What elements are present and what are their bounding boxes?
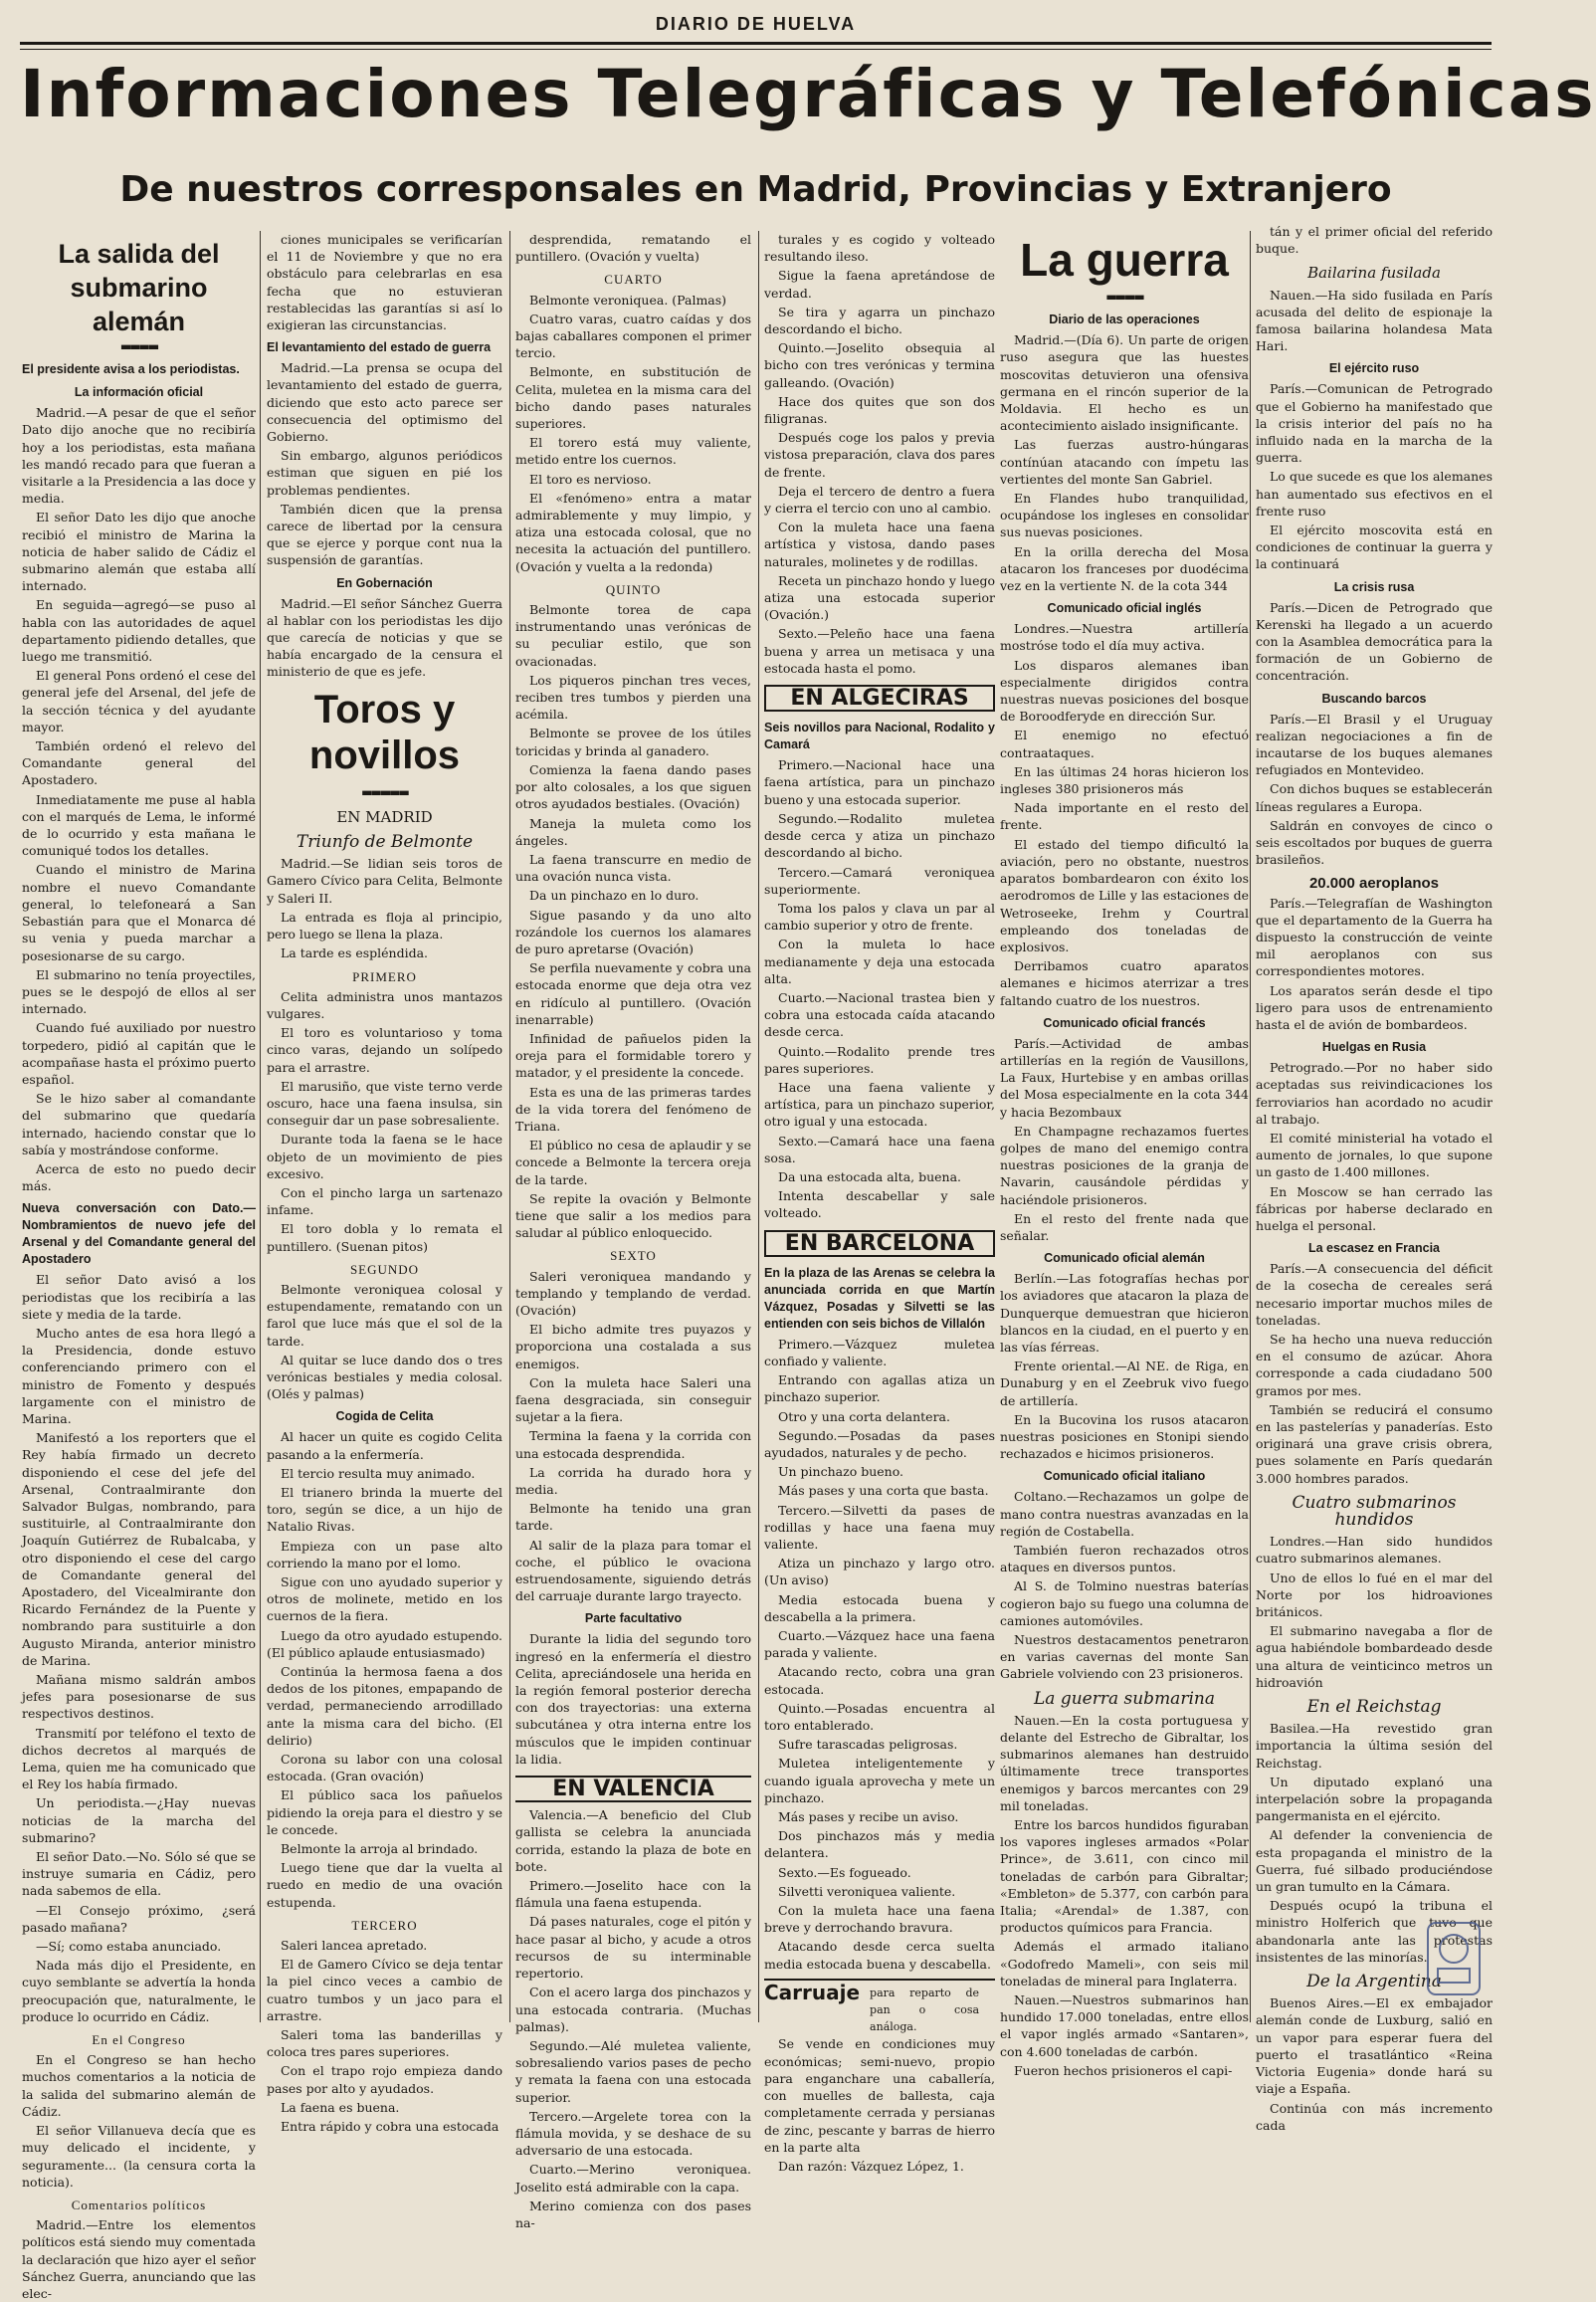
paragraph: Otro y una corta delantera. bbox=[778, 1408, 950, 1424]
paragraph: Quinto.—Joselito obsequia al bicho con tres verónicas y termina galleando. (Ovación) bbox=[764, 340, 995, 390]
paragraph: Infinidad de pañuelos piden la oreja para el formidable torero y matador, y el presidente la concede. bbox=[515, 1030, 751, 1081]
paragraph: Corona su labor con una colosal estocada. (Gran ovación) bbox=[267, 1752, 502, 1784]
paragraph: En Moscow se han cerrado las fábricas por haberse declarado en huelga el personal. bbox=[1256, 1183, 1493, 1233]
classified-ad bbox=[764, 1979, 995, 2175]
column-divider bbox=[758, 231, 759, 2022]
paragraph: Manifestó a los reporters que el Rey había firmado un decreto disponiendo el cese del jefe del Arsenal, Contraalmirante don Salvador Bulgas, nombrando, para sustituirle, al Contraalmirante don Joaquín Gutiérrez de Rubalcaba, y otro disponiendo el cese del cargo de Comandante general del Apostadero, del Vicealmirante don Ricardo Fernández de la Puente y nombrando para sustituirle a don Augusto Miranda, anterior ministro de Marina. bbox=[22, 1430, 256, 1668]
top-rule bbox=[20, 42, 1492, 45]
paragraph: Se ha hecho una nueva reducción en el consumo de azúcar. Ahora corresponde a cada ciudadano 500 gramos por mes. bbox=[1256, 1331, 1493, 1398]
paragraph: —El Consejo próximo, ¿será pasado mañana? bbox=[22, 1902, 256, 1935]
ornament: ▬▬▬▬ bbox=[119, 339, 158, 353]
article-heading: La salida del submarino alemán bbox=[58, 239, 220, 336]
paragraph: Dan razón: Vázquez López, 1. bbox=[778, 2158, 964, 2174]
paragraph: En el resto del frente nada que señalar. bbox=[1000, 1210, 1249, 1243]
paragraph: Hace dos quites que son dos filigranas. bbox=[764, 393, 995, 427]
paragraph: Después ocupó la tribuna el ministro Holferich que tuvo que abandonarla ante las protestas insistentes de las minorías. bbox=[1256, 1898, 1493, 1965]
paragraph: El de Gamero Cívico se deja tentar la piel cinco veces a cambio de cuatro tumbos y un jaco para el arrastre. bbox=[267, 1957, 502, 2023]
paragraph: Cuando el ministro de Marina nombre el nuevo Comandante general, lo telefoneará a San Sebastián para que el Monarca dé su venia y pueda marchar a posesionarse de su cargo. bbox=[22, 862, 256, 963]
paragraph: Esta es una de las primeras tardes de la vida torera del fenómeno de Triana. bbox=[515, 1084, 751, 1134]
paragraph: París.—El Brasil y el Uruguay realizan negociaciones a fin de incautarse de los buques alemanes refugiados en Montevideo. bbox=[1256, 711, 1493, 778]
paragraph: Luego da otro ayudado estupendo. (El público aplaude entusiasmado) bbox=[267, 1627, 502, 1660]
column-5 bbox=[1000, 231, 1249, 2078]
paragraph: Con la muleta hace una faena breve y derrochando bravura. bbox=[764, 1903, 995, 1936]
paragraph: Cuarto.—Nacional trastea bien y cobra una estocada caída atacando desde cerca. bbox=[764, 989, 995, 1040]
paragraph: Tercero.—Silvetti da pases de rodillas y hace una faena muy valiente. bbox=[764, 1502, 995, 1552]
running-head: DIARIO DE HUELVA bbox=[655, 14, 857, 34]
subheading: Seis novillos para Nacional, Rodalito y Camará bbox=[764, 721, 995, 752]
paragraph: Belmonte veroniquea colosal y estupendamente, rematando con un farol que luce más que el sol de la tarde. bbox=[267, 1281, 502, 1349]
paragraph: En la orilla derecha del Mosa atacaron los franceses por duodécima vez en la vertiente N. de la cota 344 bbox=[1000, 543, 1249, 594]
paragraph: Con el trapo rojo empieza dando pases por alto y ayudados. bbox=[267, 2063, 502, 2096]
paragraph: El toro es nervioso. bbox=[529, 471, 652, 487]
paragraph: Saldrán en convoyes de cinco o seis escoltados por buques de guerra brasileños. bbox=[1256, 817, 1493, 868]
subheading: Cogida de Celita bbox=[335, 1409, 434, 1424]
paragraph: desprendida, rematando el puntillero. (Ovación y vuelta) bbox=[515, 232, 751, 265]
subheading: El ejército ruso bbox=[1328, 361, 1420, 376]
paragraph: Inmediatamente me puse al habla con el marqués de Lema, le informé de lo ocurrido y esta mañana le comuniqué todos los detalles. bbox=[22, 791, 256, 859]
paragraph: Derribamos cuatro aparatos alemanes e hicimos aterrizar a tres faltando cuatro de los nuestros. bbox=[1000, 958, 1249, 1008]
paragraph: El estado del tiempo dificultó la aviación, pero no obstante, nuestros aparatos bombardearon con éxito los aerodromos de Lille y las estaciones de Wetroseeke, Irehm y Courtral empleando dos toneladas de explosivos. bbox=[1000, 836, 1249, 954]
paragraph: Frente oriental.—Al NE. de Riga, en Dunaburg y en el Zeebruk vivo fuego de artillería. bbox=[1000, 1359, 1249, 1408]
subheading: Comunicado oficial francés bbox=[1043, 1015, 1206, 1030]
paragraph: Tercero.—Argelete torea con la flámula movida, y se deshace de su adversario de una estocada. bbox=[515, 2108, 751, 2159]
paragraph: tán y el primer oficial del referido buque. bbox=[1256, 224, 1493, 257]
paragraph: Al quitar se luce dando dos o tres verónicas bestiales y media colosal. (Olés y palmas) bbox=[267, 1352, 502, 1402]
paragraph: Al salir de la plaza para tomar el coche, el público le ovaciona estruendosamente, siguiendo detrás del carruaje durante largo trayecto. bbox=[515, 1537, 751, 1604]
paragraph: El señor Dato.—No. Sólo sé que se instruye sumaria en Cádiz, pero nada sabemos de ella. bbox=[22, 1849, 256, 1899]
paragraph: Uno de ellos lo fué en el mar del Norte por los hidroaviones británicos. bbox=[1256, 1570, 1493, 1620]
paragraph: Belmonte ha tenido una gran tarde. bbox=[515, 1501, 751, 1534]
paragraph: El ejército moscovita está en condiciones de continuar la guerra y la continuará bbox=[1256, 523, 1493, 572]
subheading: CUARTO bbox=[604, 272, 663, 288]
subheading: En la plaza de las Arenas se celebra la anunciada corrida en que Martín Vázquez, Posadas y Silvetti se las entienden con seis bichos de Villalón bbox=[764, 1265, 995, 1331]
subheading: La guerra submarina bbox=[1034, 1688, 1215, 1709]
paragraph: Comienza la faena dando pases por alto colosales, a los que siguen otros ayudados bestiales. (Ovación) bbox=[515, 761, 751, 812]
library-stamp-icon bbox=[1424, 1919, 1484, 1998]
paragraph: Las fuerzas austro-húngaras contínúan atacando con ímpetu las vertientes del monte San Gabriel. bbox=[1000, 437, 1249, 487]
subheading: Buscando barcos bbox=[1321, 691, 1427, 706]
subheading: Cuatro submarinos hundidos bbox=[1292, 1492, 1457, 1530]
subheading: SEXTO bbox=[610, 1248, 657, 1264]
paragraph: La corrida ha durado hora y media. bbox=[515, 1464, 751, 1498]
paragraph: Atacando desde cerca suelta media estocada buena y descabella. bbox=[764, 1939, 995, 1972]
paragraph: París.—A consecuencia del déficit de la cosecha de cereales será necesario importar muchos miles de toneladas. bbox=[1256, 1261, 1493, 1328]
paragraph: Belmonte veroniquea. (Palmas) bbox=[529, 292, 727, 308]
paragraph: Silvetti veroniquea valiente. bbox=[778, 1883, 956, 1899]
paragraph: Dá pases naturales, coge el pitón y hace pasar al bicho, y acude a otros recursos de su interminable repertorio. bbox=[515, 1914, 751, 1982]
paragraph: La faena es buena. bbox=[281, 2099, 400, 2115]
subheading: Comunicado oficial italiano bbox=[1043, 1469, 1206, 1484]
paragraph: París.—Comunican de Petrogrado que el Gobierno ha manifestado que la crisis interior del país no ha influido nada en la marcha de la guerra. bbox=[1256, 381, 1493, 466]
paragraph: El toro dobla y lo remata el puntillero. (Suenan pitos) bbox=[267, 1221, 502, 1254]
masthead-subtitle: De nuestros corresponsales en Madrid, Provincias y Extranjero bbox=[119, 169, 1392, 210]
paragraph: Belmonte la arroja al brindado. bbox=[281, 1841, 479, 1857]
paragraph: Primero.—Nacional hace una faena artística, para un pinchazo bueno y una estocada superior. bbox=[764, 757, 995, 807]
column-divider bbox=[260, 231, 261, 2022]
paragraph: Coltano.—Rechazamos un golpe de mano contra nuestras avanzadas en la región de Costabella. bbox=[1000, 1489, 1249, 1539]
paragraph: Atacando recto, cobra una gran estocada. bbox=[764, 1664, 995, 1697]
paragraph: Deja el tercero de dentro a fuera y cierra el tercio con uno al cambio. bbox=[764, 483, 995, 517]
paragraph: Receta un pinchazo hondo y luego atiza una estocada superior (Ovación.) bbox=[764, 572, 995, 623]
paragraph: En Flandes hubo tranquilidad, ocupándose los ingleses en consolidar sus nuevas posiciones. bbox=[1000, 491, 1249, 540]
paragraph: Nauen.—En la costa portuguesa y delante del Estrecho de Gibraltar, los submarinos alemanes han destruido últimamente trece transportes enemigos y barcos mercantes con 29 mil toneladas. bbox=[1000, 1712, 1249, 1813]
paragraph: Da un pinchazo en lo duro. bbox=[529, 888, 699, 904]
paragraph: turales y es cogido y volteado resultando ileso. bbox=[764, 232, 995, 265]
paragraph: Un pinchazo bueno. bbox=[778, 1464, 903, 1480]
paragraph: Hace una faena valiente y artística, para un pinchazo superior, otro igual y una estocada. bbox=[764, 1079, 995, 1130]
paragraph: Los aparatos serán desde el tipo ligero para usos de entrenamiento hasta el de avión de bombardeos. bbox=[1256, 982, 1493, 1032]
paragraph: Los piqueros pinchan tres veces, reciben tres tumbos y pierden una acémila. bbox=[515, 672, 751, 723]
paragraph: El torero está muy valiente, metido entre los cuernos. bbox=[515, 435, 751, 468]
paragraph: En la Bucovina los rusos atacaron nuestras posiciones en Stonipi siendo rechazados e hicimos prisioneros. bbox=[1000, 1411, 1249, 1462]
paragraph: En seguida—agregó—se puso al habla con las autoridades de aquel departamento pidiendo detalles, que luego me transmitió. bbox=[22, 597, 256, 665]
paragraph: Se vende en condiciones muy económicas; semi-nuevo, propio para enganchare una caballería, con muelles de ballesta, caja completamente cerrada y persianas de zinc, pescante y barras de hierro en la parte alta bbox=[764, 2036, 995, 2155]
paragraph: También fueron rechazados otros ataques en diversos puntos. bbox=[1000, 1543, 1249, 1575]
paragraph: El general Pons ordenó el cese del general jefe del Arsenal, del jefe de la sección técnica y del ayudante mayor. bbox=[22, 668, 256, 734]
paragraph: Madrid.—El señor Sánchez Guerra al hablar con los periodistas les dijo que carecía de noticias y que se había encargado de la censura el ministerio de que es jefe. bbox=[267, 595, 502, 680]
subheading: QUINTO bbox=[605, 581, 662, 597]
paragraph: Quinto.—Posadas encuentra al toro entablerado. bbox=[764, 1700, 995, 1734]
paragraph: Sin embargo, algunos periódicos estiman que siguen en pié los problemas pendientes. bbox=[267, 448, 502, 498]
paragraph: Entre los barcos hundidos figuraban los vapores ingleses armados «Polar Prince», de 3.611, con cinco mil toneladas de carbón para Gibraltar; «Embleton» de 5.377, con carbón para Italia; «Arendal» de 1.387, con productos químicos para Francia. bbox=[1000, 1817, 1249, 1936]
ad-title: Carruaje bbox=[764, 1980, 861, 2004]
paragraph: Intenta descabellar y sale volteado. bbox=[764, 1188, 995, 1221]
paragraph: Con la muleta hace una faena artística y vistosa, dando pases naturales, molinetes y de rodillas. bbox=[764, 520, 995, 569]
paragraph: Belmonte se provee de los útiles toricidas y brinda al ganadero. bbox=[515, 726, 751, 758]
section-subheading: EN BARCELONA bbox=[764, 1230, 995, 1257]
paragraph: Continúa la hermosa faena a dos dedos de los pitones, empapando de verdad, permaneciendo arrodillado ante la misma cara del bicho. (El delirio) bbox=[267, 1664, 502, 1748]
paragraph: Mucho antes de esa hora llegó a la Presidencia, donde estuvo conferenciando primero con el ministro de Fomento y después largamente con el ministro de Marina. bbox=[22, 1325, 256, 1426]
subheading: De la Argentina bbox=[1306, 1972, 1442, 1992]
paragraph: El submarino no tenía proyectiles, pues se le despojó de ellos al ser internado. bbox=[22, 966, 256, 1017]
column-divider bbox=[1250, 231, 1251, 2022]
paragraph: París.—Actividad de ambas artillerías en la región de Vausillons, La Faux, Hurtebise y en ambas orillas del Mosa especialmente en la cota 344 y hacia Bezombaux bbox=[1000, 1035, 1249, 1120]
paragraph: Berlín.—Las fotografías hechas por los aviadores que atacaron la plaza de Dunquerque demuestran que hicieron blancos en la ciudad, en el puerto y en las vías férreas. bbox=[1000, 1271, 1249, 1355]
ornament: ▬▬▬▬ bbox=[1105, 290, 1143, 304]
paragraph: —Sí; como estaba anunciado. bbox=[36, 1939, 222, 1955]
paragraph: Madrid.—A pesar de que el señor Dato dijo anoche que no recibiría hoy a los periodistas, esta mañana les mandó recado para que fueran a visitarle a la Presidencia a las doce y media. bbox=[22, 405, 256, 507]
subheading: 20.000 aeroplanos bbox=[1308, 874, 1440, 892]
paragraph: París.—Telegrafían de Washington que el departamento de la Guerra ha dispuesto la construcción de veinte mil aeroplanos con sus correspondientes motores. bbox=[1256, 895, 1493, 979]
paragraph: Segundo.—Alé muletea valiente, sobresaliendo varios pases de pecho y remata la faena con una estocada superior. bbox=[515, 2037, 751, 2105]
subheading: El presidente avisa a los periodistas. bbox=[22, 362, 240, 377]
paragraph: Durante la lidia del segundo toro ingresó en la enfermería el diestro Celita, apreciándosele una herida en la región femoral posterior derecha con dos trayectorias: una externa subcutánea y otra interna entre los músculos que le impiden continuar la lidia. bbox=[515, 1631, 751, 1767]
subheading: Bailarina fusilada bbox=[1307, 264, 1441, 283]
subheading: El levantamiento del estado de guerra bbox=[267, 340, 492, 355]
subheading: PRIMERO bbox=[352, 968, 417, 984]
paragraph: La entrada es floja al principio, pero luego se llena la plaza. bbox=[267, 909, 502, 942]
section-subheading: EN MADRID bbox=[336, 807, 433, 826]
paragraph: El submarino navegaba a flor de agua habiéndole bombardeado desde una altura de veinticinco metros un hidroavión bbox=[1256, 1623, 1493, 1690]
section-subheading: EN ALGECIRAS bbox=[764, 685, 995, 712]
paragraph: El tercio resulta muy animado. bbox=[281, 1465, 476, 1481]
paragraph: Nuestros destacamentos penetraron en varias cavernas del monte San Gabriele volviendo con 23 prisioneros. bbox=[1000, 1632, 1249, 1682]
paragraph: Valencia.—A beneficio del Club gallista se celebra la anunciada corrida, estando la plaza de bote en bote. bbox=[515, 1807, 751, 1874]
paragraph: Sexto.—Es fogueado. bbox=[778, 1864, 911, 1880]
ornament: ▬▬▬▬▬ bbox=[361, 784, 408, 799]
paragraph: El comité ministerial ha votado el aumento de jornales, lo que supone un gasto de 1.400 millones. bbox=[1256, 1130, 1493, 1180]
paragraph: ciones municipales se verificarían el 11 de Noviembre y que no era obstáculo para celebrarlas en esa fecha que no estuvieran restablecidas las garantías si así lo exigieran las circunstancias. bbox=[267, 232, 502, 333]
paragraph: El trianero brinda la muerte del toro, según se dice, a un hijo de Natalio Rivas. bbox=[267, 1484, 502, 1535]
column-divider bbox=[509, 231, 510, 2022]
paragraph: Cuarto.—Vázquez hace una faena parada y valiente. bbox=[764, 1628, 995, 1661]
top-rule-thin bbox=[20, 49, 1492, 50]
paragraph: Sigue pasando y da uno alto rozándole los cuernos los alamares de puro apretarse (Ovación) bbox=[515, 907, 751, 956]
paragraph: Se tira y agarra un pinchazo descordando el bicho. bbox=[764, 304, 995, 337]
paragraph: Los disparos alemanes iban especialmente dirigidos contra nuestras nuevas posiciones del bosque de Boroodferyde en dirección Sur. bbox=[1000, 657, 1249, 725]
paragraph: El marusiño, que viste terno verde oscuro, hace una faena insulsa, sin conseguir dar un pase sobresaliente. bbox=[267, 1078, 502, 1129]
paragraph: En Champagne rechazamos fuertes golpes de mano del enemigo contra nuestras posiciones de la granja de Navarin, causándole pérdidas y haciéndole prisioneros. bbox=[1000, 1123, 1249, 1207]
paragraph: Londres.—Han sido hundidos cuatro submarinos alemanes. bbox=[1256, 1534, 1493, 1567]
paragraph: Lo que sucede es que los alemanes han aumentado sus efectivos en el frente ruso bbox=[1256, 469, 1493, 519]
paragraph: Belmonte torea de capa instrumentando unas verónicas de su peculiar estilo, que son ovacionadas. bbox=[515, 602, 751, 669]
paragraph: El señor Dato les dijo que anoche recibió el ministro de Marina la noticia de haber salido de Cádiz el submarino alemán que estaba allí internado. bbox=[22, 510, 256, 594]
masthead-title: Informaciones Telegráficas y Telefónicas bbox=[20, 56, 1596, 132]
paragraph: Luego tiene que dar la vuelta al ruedo en medio de una ovación estupenda. bbox=[267, 1860, 502, 1910]
paragraph: Nada importante en el resto del frente. bbox=[1000, 800, 1249, 833]
paragraph: Nauen.—Ha sido fusilada en París acusada del delito de espionaje la famosa bailarina holandesa Mata Hari. bbox=[1256, 287, 1493, 354]
paragraph: También ordenó el relevo del Comandante general del Apostadero. bbox=[22, 738, 256, 788]
paragraph: Madrid.—Entre los elementos políticos está siendo muy comentada la declaración que hizo ayer el señor Sánchez Guerra, anunciando que las elec- bbox=[22, 2217, 256, 2301]
paragraph: Londres.—Nuestra artillería mostróse todo el día muy activa. bbox=[1000, 621, 1249, 654]
paragraph: Más pases y recibe un aviso. bbox=[778, 1809, 959, 1825]
paragraph: Después coge los palos y previa vistosa preparación, clava dos pares de frente. bbox=[764, 430, 995, 480]
paragraph: Dos pinchazos más y media delantera. bbox=[764, 1828, 995, 1861]
paragraph: Madrid.—Se lidian seis toros de Gamero Cívico para Celita, Belmonte y Saleri II. bbox=[267, 856, 502, 906]
subheading: Nueva conversación con Dato.—Nombramientos de nuevo jefe del Arsenal y del Comandante general del Apostadero bbox=[22, 1201, 256, 1267]
subheading: La información oficial bbox=[74, 385, 204, 400]
paragraph: Atiza un pinchazo y largo otro. (Un aviso) bbox=[764, 1556, 995, 1588]
column-4 bbox=[764, 231, 995, 2174]
paragraph: Con el acero larga dos pinchazos y una estocada contraria. (Muchas palmas). bbox=[515, 1985, 751, 2034]
paragraph: Maneja la muleta como los ángeles. bbox=[515, 815, 751, 848]
paragraph: Cuarto.—Merino veroniquea. Joselito está admirable con la capa. bbox=[515, 2162, 751, 2195]
paragraph: Sexto.—Camará hace una faena sosa. bbox=[764, 1133, 995, 1165]
paragraph: Quinto.—Rodalito prende tres pares superiores. bbox=[764, 1043, 995, 1076]
paragraph: Tercero.—Camará veroniquea superiormente. bbox=[764, 864, 995, 897]
paragraph: Un periodista.—¿Hay nuevas noticias de la marcha del submarino? bbox=[22, 1795, 256, 1845]
paragraph: Sigue la faena apretándose de verdad. bbox=[764, 268, 995, 301]
column-2 bbox=[267, 231, 502, 2135]
paragraph: Toma los palos y clava un par al cambio superior y otro de frente. bbox=[764, 900, 995, 934]
paragraph: Durante toda la faena se le hace objeto de un movimiento de pies excesivo. bbox=[267, 1132, 502, 1181]
paragraph: También dicen que la prensa carece de libertad por la censura que se ejerce y porque cont nua la suspensión de garantías. bbox=[267, 501, 502, 568]
paragraph: Se repite la ovación y Belmonte tiene que salir a los medios para saludar al público enloquecido. bbox=[515, 1190, 751, 1241]
paragraph: Acerca de esto no puedo decir más. bbox=[22, 1160, 256, 1194]
ad-subtitle: para reparto de pan o cosa análoga. bbox=[870, 1986, 980, 2034]
section-heading: Toros y novillos bbox=[308, 687, 461, 777]
column-3 bbox=[515, 231, 751, 2230]
paragraph: Continúa con más incremento cada bbox=[1256, 2100, 1493, 2133]
paragraph: Saleri veroniquea mandando y templando y templando de verdad. (Ovación) bbox=[515, 1268, 751, 1318]
paragraph: Madrid.—La prensa se ocupa del levantamiento del estado de guerra, diciendo que esto acto parece ser consecuencia del optimismo del Gobierno. bbox=[267, 360, 502, 445]
section-heading: La guerra bbox=[1020, 234, 1229, 286]
column-1 bbox=[22, 237, 256, 2301]
paragraph: Empieza con un pase alto corriendo la mano por el lomo. bbox=[267, 1538, 502, 1570]
paragraph: Primero.—Vázquez muletea confiado y valiente. bbox=[764, 1336, 995, 1368]
paragraph: Buenos Aires.—El ex embajador alemán conde de Luxburg, salió en un vapor para esperar fuera del puerto el trasatlántico «Reina Victoria Eugenia» donde hará su viaje a España. bbox=[1256, 1995, 1493, 2097]
paragraph: Muletea inteligentemente y cuando iguala aprovecha y mete un pinchazo. bbox=[764, 1756, 995, 1805]
paragraph: También se reducirá el consumo en las pastelerías y panaderías. Esto originará una grave crisis obrera, pues solamente en París quedarán 3.000 hombres parados. bbox=[1256, 1401, 1493, 1486]
subheading: TERCERO bbox=[351, 1917, 418, 1933]
paragraph: El toro es voluntarioso y toma cinco varas, dejando un solípedo para el arrastre. bbox=[267, 1025, 502, 1075]
paragraph: Sexto.—Peleño hace una faena buena y arrea un metisaca y una estocada hasta el pomo. bbox=[764, 626, 995, 676]
paragraph: El público saca los pañuelos pidiendo la oreja para el diestro y se le concede. bbox=[267, 1787, 502, 1837]
paragraph: Con la muleta lo hace medianamente y deja una estocada alta. bbox=[764, 937, 995, 986]
paragraph: Además el armado italiano «Godofredo Mameli», con seis mil toneladas de mineral para Inglaterra. bbox=[1000, 1939, 1249, 1988]
paragraph: Sigue con uno ayudado superior y otros de molinete, metido en los cuernos de la fiera. bbox=[267, 1574, 502, 1624]
paragraph: Al hacer un quite es cogido Celita pasando a la enfermería. bbox=[267, 1429, 502, 1462]
paragraph: Petrogrado.—Por no haber sido aceptadas sus reivindicaciones los ferroviarios han acordado no acudir al trabajo. bbox=[1256, 1060, 1493, 1127]
subheading: Huelgas en Rusia bbox=[1321, 1040, 1427, 1055]
paragraph: Nauen.—Nuestros submarinos han hundido 17.000 toneladas, entre ellos el vapor inglés armado «Santaren», con 4.600 toneladas de carbón. bbox=[1000, 1992, 1249, 2059]
paragraph: Termina la faena y la corrida con una estocada desprendida. bbox=[515, 1428, 751, 1461]
paragraph: El señor Dato avisó a los periodistas que los recibiría a las siete y media de la tarde. bbox=[22, 1272, 256, 1322]
paragraph: Nada más dijo el Presidente, en cuyo semblante se advertía la honda preocupación que, naturalmente, le produce lo ocurrido en Cádiz. bbox=[22, 1958, 256, 2024]
subheading: Comunicado oficial alemán bbox=[1044, 1251, 1205, 1266]
paragraph: Cuatro varas, cuatro caídas y dos bajas caballares componen el primer tercio. bbox=[515, 311, 751, 361]
subheading: En el Congreso bbox=[92, 2032, 186, 2048]
paragraph: En las últimas 24 horas hicieron los ingleses 380 prisioneros más bbox=[1000, 763, 1249, 797]
paragraph: La tarde es espléndida. bbox=[281, 945, 429, 961]
subheading: Triunfo de Belmonte bbox=[296, 832, 474, 853]
paragraph: Primero.—Joselito hace con la flámula una faena estupenda. bbox=[515, 1878, 751, 1911]
paragraph: Segundo.—Posadas da pases ayudados, naturales y de pecho. bbox=[764, 1427, 995, 1460]
paragraph: En el Congreso se han hecho muchos comentarios a la noticia de la salida del submarino alemán de Cádiz. bbox=[22, 2052, 256, 2119]
paragraph: Saleri toma las banderillas y coloca tres pares superiores. bbox=[267, 2027, 502, 2060]
paragraph: Con el pincho larga un sartenazo infame. bbox=[267, 1184, 502, 1218]
paragraph: Sufre tarascadas peligrosas. bbox=[778, 1737, 958, 1753]
paragraph: Transmití por teléfono el texto de dichos decretos al marqués de Lema, quien me ha comunicado que el Rey los había firmado. bbox=[22, 1725, 256, 1792]
subheading: La escasez en Francia bbox=[1307, 1241, 1441, 1256]
paragraph: El bicho admite tres puyazos y proporciona una costalada a sus enemigos. bbox=[515, 1322, 751, 1371]
paragraph: El señor Villanueva decía que es muy delicado el incidente, y seguramente... (la censura corta la noticia). bbox=[22, 2123, 256, 2190]
section-subheading: EN VALENCIA bbox=[515, 1776, 751, 1802]
subheading: En Gobernación bbox=[336, 575, 433, 590]
paragraph: La faena transcurre en medio de una ovación nunca vista. bbox=[515, 851, 751, 885]
subheading: Comunicado oficial inglés bbox=[1047, 601, 1202, 616]
paragraph: Al defender la conveniencia de esta propaganda el ministro de la Guerra, fué silbado produciéndose un gran tumulto en la Cámara. bbox=[1256, 1827, 1493, 1895]
column-6 bbox=[1256, 223, 1493, 2133]
paragraph: Con la muleta hace Saleri una faena desgraciada, sin conseguir sujetar a la fiera. bbox=[515, 1374, 751, 1425]
paragraph: Fueron hechos prisioneros el capi- bbox=[1014, 2062, 1233, 2078]
subheading: En el Reichstag bbox=[1306, 1697, 1442, 1718]
paragraph: Entrando con agallas atiza un pinchazo superior. bbox=[764, 1372, 995, 1405]
paragraph: Mañana mismo saldrán ambos jefes para posesionarse de sus respectivos destinos. bbox=[22, 1672, 256, 1722]
paragraph: Celita administra unos mantazos vulgares. bbox=[267, 988, 502, 1021]
subheading: SEGUNDO bbox=[349, 1261, 420, 1277]
paragraph: Basilea.—Ha revestido gran importancia la última sesión del Reichstag. bbox=[1256, 1721, 1493, 1771]
paragraph: Se le hizo saber al comandante del submarino que quedaría internado, haciendo constar que lo sabía y mostrándose conforme. bbox=[22, 1091, 256, 1157]
paragraph: Da una estocada alta, buena. bbox=[778, 1168, 962, 1184]
paragraph: Cuando fué auxiliado por nuestro torpedero, pidió al capitán que le acompañase hasta el próximo puerto español. bbox=[22, 1020, 256, 1087]
paragraph: Segundo.—Rodalito muletea desde cerca y atiza un pinchazo descordando al bicho. bbox=[764, 810, 995, 861]
paragraph: Entra rápido y cobra una estocada bbox=[281, 2119, 499, 2135]
paragraph: Más pases y una corta que basta. bbox=[778, 1483, 989, 1499]
paragraph: París.—Dicen de Petrogrado que Kerenski ha llegado a un acuerdo con la Asamblea democrática para la formación de un Gobierno de concentración. bbox=[1256, 599, 1493, 684]
subheading: Comentarios políticos bbox=[71, 2197, 207, 2212]
paragraph: Saleri lancea apretado. bbox=[281, 1938, 428, 1954]
paragraph: El público no cesa de aplaudir y se concede a Belmonte la tercera oreja de la tarde. bbox=[515, 1138, 751, 1187]
subheading: Diario de las operaciones bbox=[1049, 313, 1200, 327]
paragraph: Al S. de Tolmino nuestras baterías cogieron bajo su fuego una columna de camiones automóviles. bbox=[1000, 1578, 1249, 1628]
paragraph: Un diputado explanó una interpelación sobre la propaganda pangermanista en el ejército. bbox=[1256, 1774, 1493, 1824]
paragraph: El «fenómeno» entra a matar admirablemente y muy limpio, y atiza una estocada colosal, que no necesita la actuación del puntillero. (Ovación y vuelta a la redonda) bbox=[515, 490, 751, 574]
paragraph: El enemigo no efectuó contraataques. bbox=[1000, 728, 1249, 760]
paragraph: Madrid.—(Día 6). Un parte de origen ruso asegura que las huestes moscovitas detuvieron una ofensiva germana en el rincón superior de la Moldavia. El hecho es un acontecimiento aislado insignificante. bbox=[1000, 332, 1249, 434]
paragraph: Merino comienza con dos pases na- bbox=[515, 2197, 751, 2230]
paragraph: Con dichos buques se establecerán líneas regulares a Europa. bbox=[1256, 781, 1493, 814]
paragraph: Belmonte, en substitución de Celita, muletea en la misma cara del bicho dando pases naturales superiores. bbox=[515, 364, 751, 432]
subheading: Parte facultativo bbox=[584, 1611, 683, 1626]
paragraph: Media estocada buena y descabella a la primera. bbox=[764, 1591, 995, 1624]
paragraph: Se perfila nuevamente y cobra una estocada enorme que deja otra vez en ridículo al puntillero. (Ovación inenarrable) bbox=[515, 960, 751, 1027]
subheading: La crisis rusa bbox=[1333, 579, 1415, 594]
